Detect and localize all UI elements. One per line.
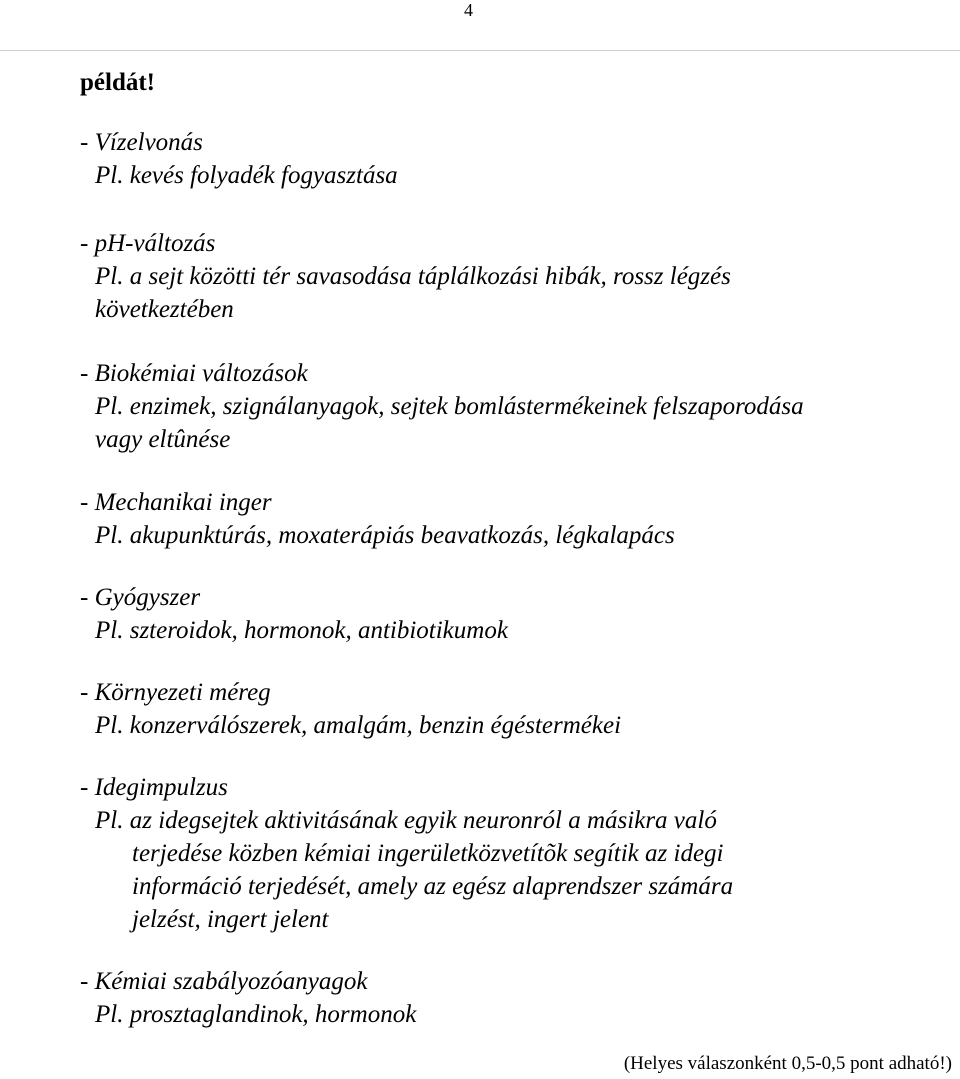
entry-example: Pl. kevés folyadék fogyasztása [95, 162, 398, 189]
entry-example-cont: következtében [95, 296, 234, 323]
entry-example: Pl. konzerválószerek, amalgám, benzin égéstermékei [95, 712, 622, 739]
entry-kornyezeti-mereg [80, 676, 621, 742]
entry-vizelvonas [80, 126, 398, 192]
entry-title: - Gyógyszer [80, 584, 201, 611]
entry-gyogyszer [80, 581, 508, 647]
entry-example-cont: jelzést, ingert jelent [132, 906, 329, 933]
entry-title: - Biokémiai változások [80, 360, 308, 387]
entry-example-cont: vagy eltûnése [95, 426, 231, 453]
page-number: 4 [464, 0, 473, 20]
footer-note: (Helyes válaszonként 0,5-0,5 pont adható!) [623, 1053, 952, 1074]
entry-example: Pl. a sejt közötti tér savasodása táplálkozási hibák, rossz légzés [95, 263, 731, 290]
entry-ph-valtozas [80, 227, 731, 326]
entry-example: Pl. akupunktúrás, moxaterápiás beavatkozás, légkalapács [95, 522, 675, 549]
entry-example: Pl. prosztaglandinok, hormonok [95, 1001, 417, 1028]
entry-title: - pH-változás [80, 230, 216, 257]
entry-kemiai-szabalyozo [80, 965, 416, 1031]
entry-title: - Környezeti méreg [80, 679, 271, 706]
entry-example: Pl. enzimek, szignálanyagok, sejtek bomlástermékeinek felszaporodása [95, 393, 804, 420]
entry-example: Pl. az idegsejtek aktivitásának egyik neuronról a másikra való [95, 807, 717, 834]
entry-example: Pl. szteroidok, hormonok, antibiotikumok [95, 617, 508, 644]
entry-title: - Idegimpulzus [80, 774, 228, 801]
intro-text: példát! [80, 69, 155, 96]
entry-idegimpulzus [80, 771, 733, 936]
entry-biokemiai [80, 357, 804, 456]
entry-title: - Mechanikai inger [80, 489, 272, 516]
entry-title: - Kémiai szabályozóanyagok [80, 968, 368, 995]
entry-example-cont: terjedése közben kémiai ingerületközvetítõk segítik az idegi [132, 840, 724, 867]
entry-mechanikai [80, 486, 675, 552]
entry-example-cont: információ terjedését, amely az egész alaprendszer számára [132, 873, 734, 900]
entry-title: - Vízelvonás [80, 129, 203, 156]
top-rule [0, 50, 960, 51]
